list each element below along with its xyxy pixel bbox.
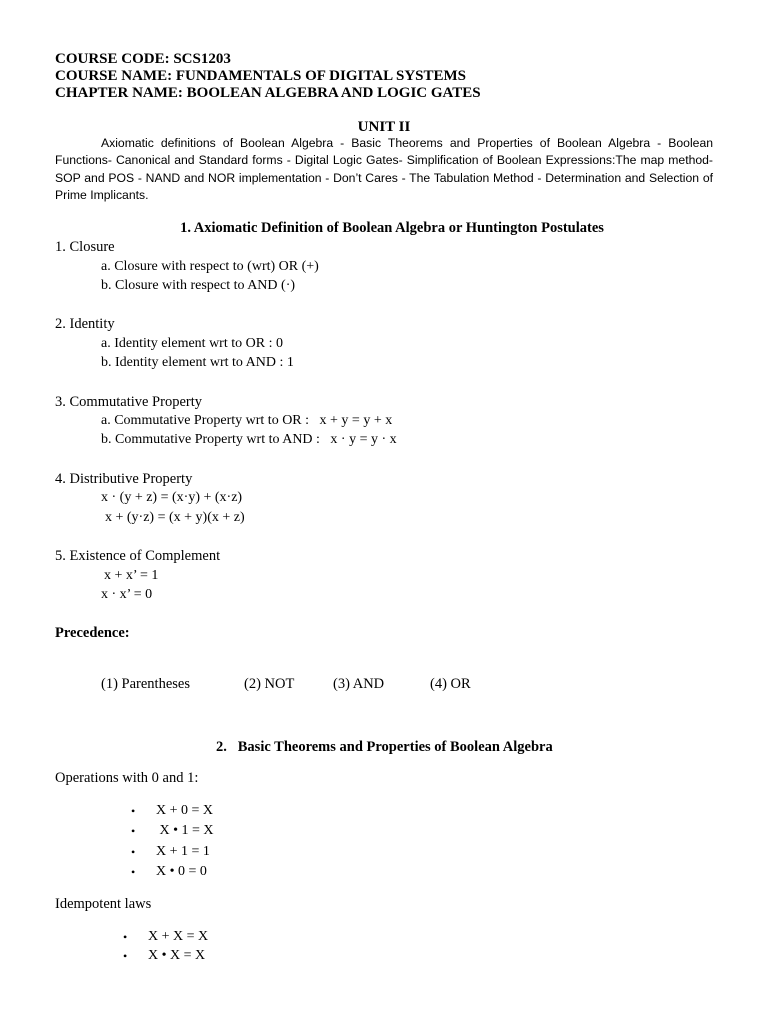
closure-title: 1. Closure [55,239,115,255]
bullet-icon: • [123,949,128,963]
idempotent-1: X + X = X [148,929,209,944]
bullet-icon: • [123,930,128,944]
operation-4: X • 0 = 0 [156,864,207,879]
bullet-icon: • [131,865,136,879]
precedence-item-3: (3) AND [333,676,385,692]
precedence-item-2: (2) NOT [244,676,295,692]
section-1-title: 1. Axiomatic Definition of Boolean Algebra or Huntington Postulates [180,220,604,236]
bullet-icon: • [131,824,136,838]
complement-title: 5. Existence of Complement [55,548,221,564]
bullet-icon: • [131,804,136,818]
identity-a: a. Identity element wrt to OR : 0 [101,336,283,351]
distributive-eq2: x + (y·z) = (x + y)(x + z) [105,510,245,525]
intro-paragraph [55,135,713,204]
identity-title: 2. Identity [55,316,115,332]
commutative-a: a. Commutative Property wrt to OR : x + y = y + x [101,413,393,428]
intro-text: Axiomatic definitions of Boolean Algebra - Basic Theorems and Properties of Boolean Algebra - Boolean Functions- Canonical and Standard forms - Digital Logic Gates- Simplification of Boolean Expressions:The map method- SOP and POS - NAND and NOR implementation - Don’t Cares - The Tabulation Method - Determination and Selection of Prime Implicants. [55,136,713,202]
operation-1: X + 0 = X [156,803,214,818]
precedence-item-4: (4) OR [430,676,471,692]
identity-b: b. Identity element wrt to AND : 1 [101,355,294,370]
closure-a: a. Closure with respect to (wrt) OR (+) [101,259,319,274]
bullet-icon: • [131,845,136,859]
section-2-title: 2. Basic Theorems and Properties of Boolean Algebra [216,739,553,755]
complement-eq1: x + x’ = 1 [104,568,159,583]
distributive-title: 4. Distributive Property [55,471,193,487]
chapter-name: CHAPTER NAME: BOOLEAN ALGEBRA AND LOGIC GATES [55,85,481,101]
course-name: COURSE NAME: FUNDAMENTALS OF DIGITAL SYSTEMS [55,68,467,84]
precedence-title: Precedence: [55,625,130,641]
operation-2: X • 1 = X [156,823,214,838]
unit-title: UNIT II [357,119,411,135]
commutative-title: 3. Commutative Property [55,394,202,410]
course-code: COURSE CODE: SCS1203 [55,51,231,67]
operation-3: X + 1 = 1 [156,844,210,859]
operations-title: Operations with 0 and 1: [55,770,199,786]
idempotent-title: Idempotent laws [55,896,152,912]
precedence-item-1: (1) Parentheses [101,676,190,692]
distributive-eq1: x · (y + z) = (x·y) + (x·z) [101,490,243,505]
complement-eq2: x · x’ = 0 [101,587,153,602]
idempotent-2: X • X = X [148,948,206,963]
closure-b: b. Closure with respect to AND (·) [101,278,296,293]
commutative-b: b. Commutative Property wrt to AND : x · y = y · x [101,432,397,447]
